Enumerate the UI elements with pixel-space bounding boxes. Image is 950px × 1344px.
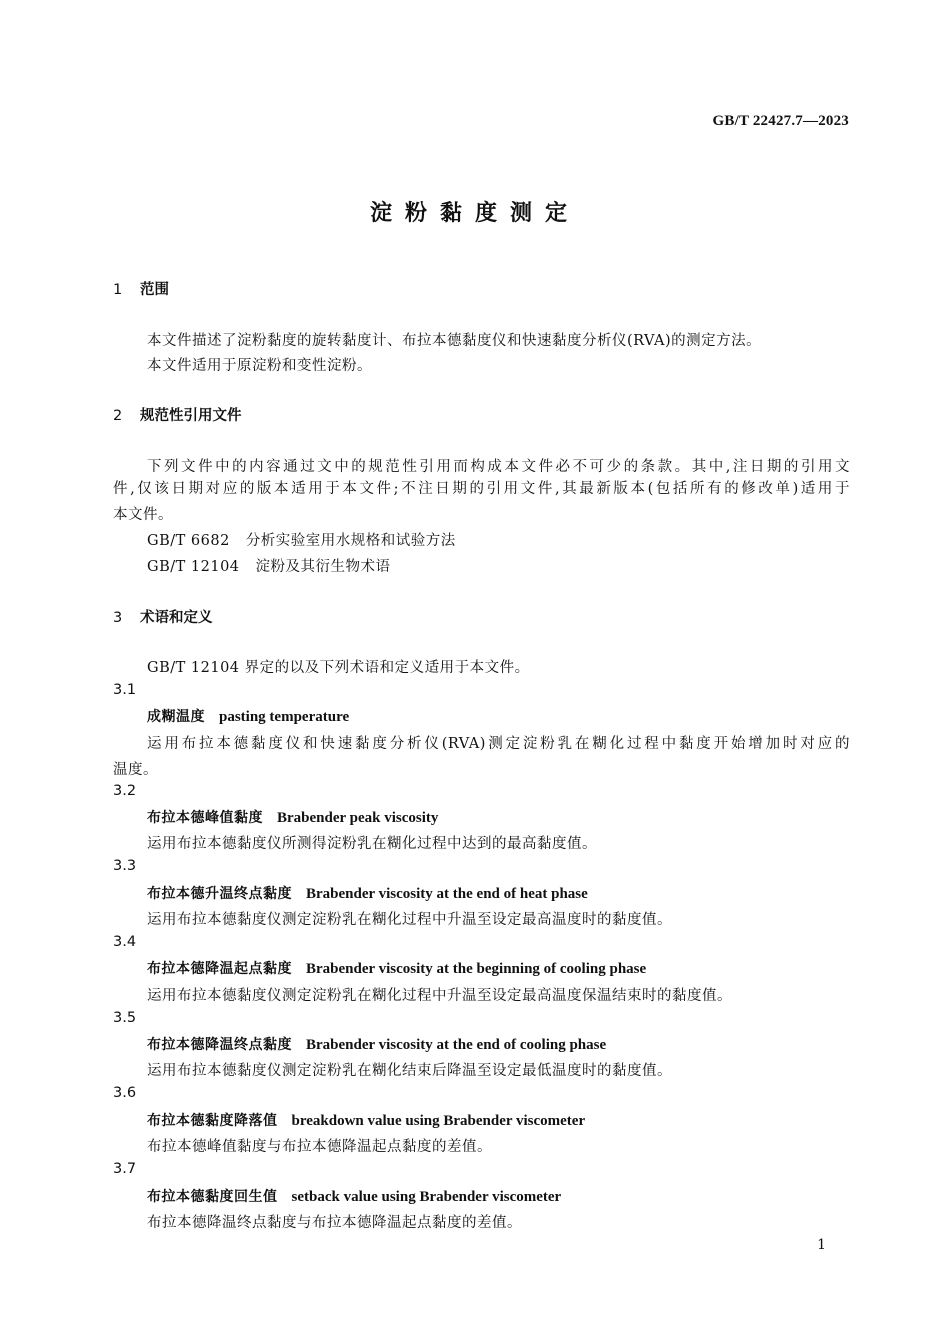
- section-title: 术语和定义: [140, 610, 213, 626]
- term-en: setback value using Brabender viscometer: [291, 1189, 562, 1205]
- term-heading: [147, 1186, 561, 1206]
- standard-number: GB/T 22427.7—2023: [712, 113, 849, 129]
- reference-code: GB/T 6682: [147, 533, 230, 549]
- term-number: 3.4: [113, 934, 137, 950]
- page-title: 淀粉黏度测定: [369, 201, 580, 226]
- paragraph-line: 本文件。: [113, 507, 173, 523]
- term-heading: [147, 1034, 606, 1054]
- term-number: 3.1: [113, 682, 137, 698]
- section-number: 1: [113, 282, 123, 298]
- paragraph: GB/T 12104 界定的以及下列术语和定义适用于本文件。: [147, 660, 530, 676]
- term-number: 3.5: [113, 1010, 137, 1026]
- paragraph: 本文件适用于原淀粉和变性淀粉。: [147, 358, 372, 374]
- paragraph: 本文件描述了淀粉黏度的旋转黏度计、布拉本德黏度仪和快速黏度分析仪(RVA)的测定方法。: [147, 333, 762, 349]
- paragraph-line: 下列文件中的内容通过文中的规范性引用而构成本文件必不可少的条款。其中,注日期的引用文: [147, 459, 850, 475]
- reference-title: 分析实验室用水规格和试验方法: [245, 533, 456, 549]
- term-definition: 运用布拉本德黏度仪测定淀粉乳在糊化结束后降温至设定最低温度时的黏度值。: [147, 1063, 672, 1079]
- reference-item: [147, 555, 391, 576]
- term-number: 3.3: [113, 858, 137, 874]
- term-en: pasting temperature: [219, 709, 350, 725]
- term-number: 3.6: [113, 1085, 137, 1101]
- term-heading: [147, 958, 646, 978]
- term-zh: 布拉本德降温起点黏度: [147, 961, 292, 977]
- term-definition: 运用布拉本德黏度仪所测得淀粉乳在糊化过程中达到的最高黏度值。: [147, 836, 597, 852]
- term-zh: 布拉本德升温终点黏度: [147, 886, 292, 902]
- reference-title: 淀粉及其衍生物术语: [255, 559, 391, 575]
- page-number: 1: [817, 1237, 826, 1253]
- term-zh: 布拉本德黏度回生值: [147, 1189, 278, 1205]
- term-definition: 运用布拉本德黏度仪测定淀粉乳在糊化过程中升温至设定最高温度保温结束时的黏度值。: [147, 988, 732, 1004]
- paragraph-line: 件,仅该日期对应的版本适用于本文件;不注日期的引用文件,其最新版本(包括所有的修改单)适用于: [113, 481, 850, 497]
- term-zh: 成糊温度: [147, 709, 205, 725]
- term-definition: 运用布拉本德黏度仪和快速黏度分析仪(RVA)测定淀粉乳在糊化过程中黏度开始增加时对应的: [147, 736, 850, 752]
- term-en: Brabender viscosity at the end of heat phase: [306, 886, 588, 902]
- term-heading: [147, 1110, 585, 1130]
- term-number: 3.2: [113, 783, 137, 799]
- reference-item: [147, 529, 456, 550]
- section-title: 规范性引用文件: [140, 408, 242, 424]
- term-definition: 运用布拉本德黏度仪测定淀粉乳在糊化过程中升温至设定最高温度时的黏度值。: [147, 912, 672, 928]
- term-number: 3.7: [113, 1161, 137, 1177]
- section-number: 2: [113, 408, 123, 424]
- term-zh: 布拉本德峰值黏度: [147, 810, 263, 826]
- term-definition: 布拉本德峰值黏度与布拉本德降温起点黏度的差值。: [147, 1139, 492, 1155]
- term-definition: 布拉本德降温终点黏度与布拉本德降温起点黏度的差值。: [147, 1215, 522, 1231]
- reference-code: GB/T 12104: [147, 559, 240, 575]
- section-title: 范围: [140, 282, 169, 298]
- term-heading: [147, 807, 438, 827]
- term-en: Brabender viscosity at the end of cooling phase: [306, 1037, 607, 1053]
- section-heading-2: [113, 404, 242, 425]
- term-en: breakdown value using Brabender viscometer: [291, 1113, 586, 1129]
- section-heading-1: [113, 278, 169, 299]
- term-definition: 温度。: [113, 762, 158, 778]
- term-heading: [147, 883, 588, 903]
- term-zh: 布拉本德黏度降落值: [147, 1113, 278, 1129]
- section-heading-3: [113, 606, 213, 627]
- term-en: Brabender peak viscosity: [277, 810, 439, 826]
- term-en: Brabender viscosity at the beginning of cooling phase: [306, 961, 647, 977]
- term-heading: [147, 706, 349, 726]
- section-number: 3: [113, 610, 123, 626]
- term-zh: 布拉本德降温终点黏度: [147, 1037, 292, 1053]
